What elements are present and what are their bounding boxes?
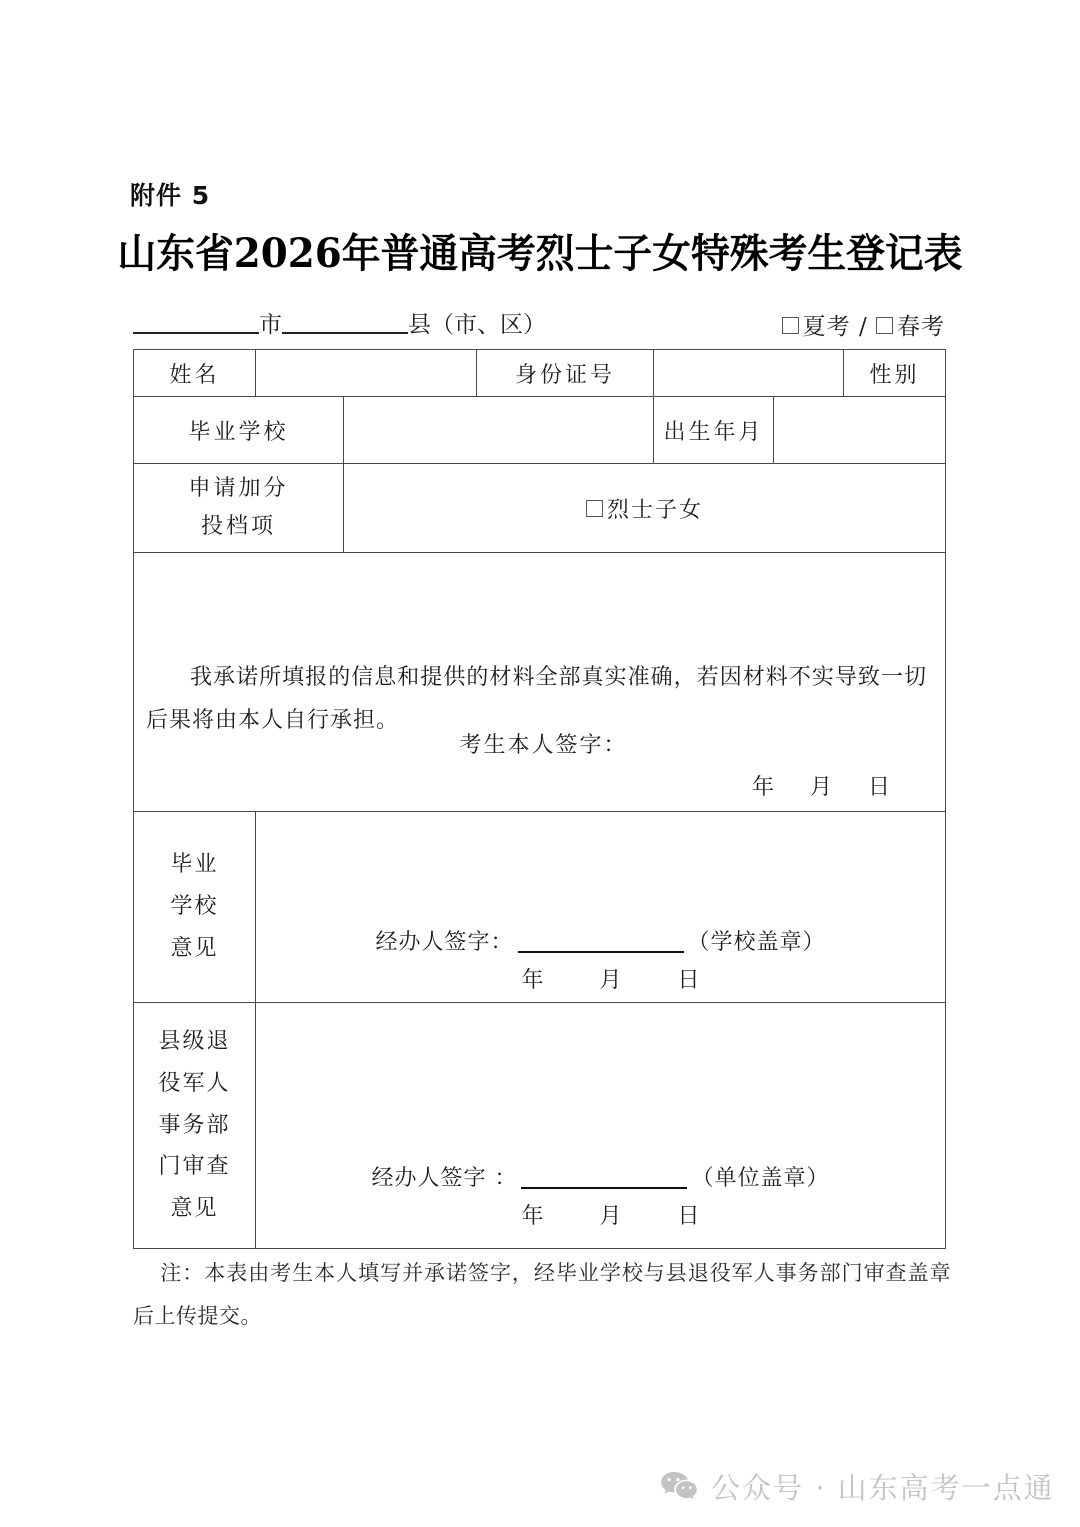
martyr-child-checkbox[interactable] [586, 500, 603, 517]
school-opinion-cell[interactable] [256, 812, 946, 1003]
summer-exam-checkbox[interactable] [782, 317, 799, 334]
bonus-item-label [134, 464, 344, 553]
city-unit-label: 市 [259, 312, 282, 338]
school-handler-signature-line[interactable] [518, 929, 684, 953]
commitment-cell [134, 553, 946, 812]
bonus-item-label-line1: 申请加分 [188, 475, 289, 501]
table-row-school-opinion [134, 812, 946, 1003]
county-opinion-label-line1: 县级退 [158, 1029, 231, 1054]
birth-date-label: 出生年月 [654, 397, 774, 464]
watermark-text: 公众号 · 山东高考一点通 [711, 1471, 1055, 1505]
county-opinion-label-line2: 役军人 [158, 1070, 231, 1096]
county-date-row [256, 1199, 945, 1230]
graduation-school-label: 毕业学校 [134, 397, 344, 464]
school-opinion-label [134, 812, 256, 1003]
county-opinion-label [134, 1003, 256, 1249]
table-row-name [134, 350, 946, 397]
school-month-label: 月 [599, 968, 622, 993]
school-opinion-label-line2: 学校 [170, 894, 219, 920]
county-opinion-label-line4: 门审查 [158, 1154, 231, 1180]
county-year-label: 年 [521, 1204, 544, 1229]
graduation-school-value-field[interactable] [344, 397, 654, 464]
county-opinion-cell[interactable] [256, 1003, 946, 1249]
county-handler-signature-row [256, 1161, 945, 1192]
candidate-year-label: 年 [751, 775, 776, 800]
region-exam-line [133, 306, 945, 346]
school-seal-note: （学校盖章） [687, 930, 826, 955]
school-handler-label: 经办人签字： [375, 930, 514, 955]
school-handler-signature-row [256, 925, 945, 956]
page-title: 山东省2026年普通高考烈士子女特殊考生登记表 [117, 230, 963, 277]
candidate-signature-label[interactable]: 考生本人签字： [459, 733, 628, 758]
county-month-label: 月 [599, 1204, 622, 1229]
exam-type-group [782, 308, 945, 341]
candidate-date-row [735, 770, 909, 801]
candidate-month-label: 月 [809, 775, 834, 800]
school-day-label: 日 [677, 968, 700, 993]
martyr-child-label: 烈士子女 [606, 497, 703, 523]
birth-date-value-field[interactable] [774, 397, 946, 464]
gender-label: 性别 [844, 350, 946, 397]
wechat-icon [660, 1470, 698, 1504]
commitment-text: 我承诺所填报的信息和提供的材料全部真实准确，若因材料不实导致一切后果将由本人自行承担。 [146, 665, 927, 733]
school-date-row [256, 963, 945, 994]
school-opinion-label-line3: 意见 [170, 935, 219, 961]
school-opinion-label-line1: 毕业 [170, 852, 219, 878]
county-handler-signature-line[interactable] [521, 1165, 687, 1189]
registration-form-table [133, 349, 946, 1249]
bonus-item-label-line2: 投档项 [200, 514, 276, 539]
school-year-label: 年 [521, 968, 544, 993]
table-row-commitment [134, 553, 946, 812]
footer-note: 注：本表由考生本人填写并承诺签字，经毕业学校与县退役军人事务部门审查盖章后上传提交。 [133, 1261, 951, 1329]
candidate-day-label: 日 [867, 775, 892, 800]
table-row-county-opinion [134, 1003, 946, 1249]
county-unit-label: 县（市、区） [408, 312, 546, 338]
city-blank-field[interactable] [133, 307, 259, 334]
spring-exam-label: 春考 [897, 314, 945, 340]
exam-type-separator: / [858, 314, 868, 340]
attachment-label: 附件 5 [130, 181, 211, 210]
id-number-label: 身份证号 [477, 350, 654, 397]
county-opinion-label-line5: 意见 [170, 1196, 219, 1222]
table-row-bonus-item [134, 464, 946, 553]
county-blank-field[interactable] [282, 307, 408, 334]
county-seal-note: （单位盖章） [691, 1166, 830, 1191]
summer-exam-label: 夏考 [802, 314, 851, 340]
table-row-school [134, 397, 946, 464]
county-opinion-label-line3: 事务部 [158, 1112, 231, 1138]
spring-exam-checkbox[interactable] [876, 317, 893, 334]
name-label: 姓名 [134, 350, 256, 397]
name-value-field[interactable] [256, 350, 477, 397]
watermark [660, 1466, 1055, 1507]
bonus-option-cell [344, 464, 946, 553]
county-handler-label: 经办人签字 ： [371, 1166, 518, 1191]
candidate-signature-row [134, 728, 945, 759]
county-day-label: 日 [677, 1204, 700, 1229]
id-number-value-field[interactable] [654, 350, 844, 397]
